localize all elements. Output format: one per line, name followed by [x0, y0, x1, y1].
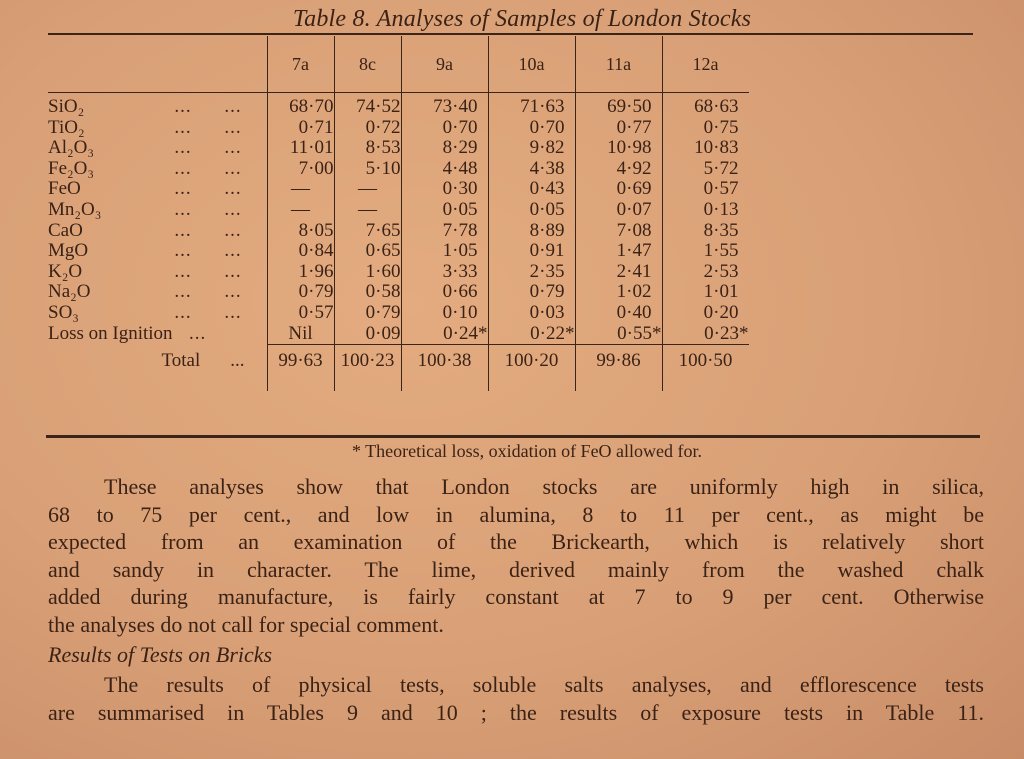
value-cell	[401, 303, 488, 324]
row-label: TiO₂	[48, 116, 85, 138]
cell-value: 0·13	[703, 198, 739, 220]
cell-value: 0·40	[616, 301, 652, 323]
cell-value: 7·78	[442, 219, 478, 241]
leader-dots: ...	[174, 240, 192, 262]
cell-value: 74·52	[356, 96, 401, 117]
value-cell	[488, 118, 575, 139]
table-row	[48, 118, 749, 139]
value-cell	[267, 262, 334, 283]
leader-dots: ...	[230, 350, 245, 372]
leader-dots: ...	[174, 96, 192, 117]
cell-value: 0·75	[703, 116, 739, 138]
leader-dots: ...	[224, 198, 242, 220]
table-row	[48, 324, 749, 345]
row-label-cell	[48, 262, 267, 283]
value-cell	[401, 262, 488, 283]
value-cell	[401, 97, 488, 118]
cell-value: 2·35	[529, 260, 565, 282]
paragraph-line: These analyses show that London stocks are uniformly high in silica,	[104, 474, 984, 499]
cell-value: 0·57	[703, 178, 739, 200]
cell-value: 1·96	[298, 260, 334, 282]
value-cell	[267, 118, 334, 139]
cell-value: 0·72	[365, 116, 401, 138]
cell-value: 0·65	[365, 240, 401, 262]
leader-dots: ...	[174, 137, 192, 159]
total-value: 99·86	[575, 351, 662, 391]
leader-dots: ...	[174, 301, 192, 323]
cell-value: 0·30	[442, 178, 478, 200]
cell-value: 1·60	[365, 260, 401, 282]
row-label-cell	[48, 241, 267, 262]
row-label: CaO	[48, 219, 83, 241]
table-title	[0, 6, 1024, 33]
value-cell	[401, 179, 488, 200]
cell-value: 7·08	[616, 219, 652, 241]
table-caption: Analyses of Samples of London Stocks	[376, 6, 752, 32]
cell-value: 0·07	[616, 198, 652, 220]
cell-value: 0·24*	[443, 322, 488, 344]
value-cell	[334, 159, 401, 180]
value-cell	[488, 303, 575, 324]
cell-value: 9·82	[529, 137, 565, 159]
cell-value: 0·70	[529, 116, 565, 138]
cell-value: 8·35	[703, 219, 739, 241]
cell-value: 0·09	[365, 322, 401, 344]
row-label: Al₂O₃	[48, 137, 94, 159]
value-cell	[575, 282, 662, 303]
cell-value: Nil	[288, 322, 313, 344]
cell-value: —	[291, 178, 310, 200]
leader-dots: ...	[224, 96, 242, 117]
row-label: Fe₂O₃	[48, 157, 94, 179]
leader-dots: ...	[224, 116, 242, 138]
cell-value: 2·41	[616, 260, 652, 282]
row-label: MgO	[48, 240, 89, 262]
value-cell	[401, 221, 488, 242]
leader-dots: ...	[174, 178, 192, 200]
table-row	[48, 138, 749, 159]
leader-dots: ...	[224, 281, 242, 303]
value-cell	[575, 303, 662, 324]
cell-value: 5·72	[703, 157, 739, 179]
cell-value: 10·83	[694, 137, 739, 159]
cell-value: 1·47	[616, 240, 652, 262]
value-cell	[662, 118, 749, 139]
paragraph-line: 68 to 75 per cent., and low in alumina, 8 to 11 per cent., as might be	[48, 501, 984, 527]
cell-value: 0·57	[298, 301, 334, 323]
leader-dots: ...	[224, 137, 242, 159]
value-cell	[267, 282, 334, 303]
value-cell	[401, 200, 488, 221]
cell-value: 0·77	[616, 116, 652, 138]
row-label-cell	[48, 97, 267, 118]
leader-dots: ...	[224, 157, 242, 179]
value-cell	[575, 262, 662, 283]
value-cell	[575, 138, 662, 159]
paragraph-results	[48, 671, 984, 726]
cell-value: 0·58	[365, 281, 401, 303]
value-cell	[662, 159, 749, 180]
row-label-cell	[48, 179, 267, 200]
row-label-cell	[48, 159, 267, 180]
cell-value: 8·05	[298, 219, 334, 241]
value-cell	[334, 324, 401, 345]
cell-value: 4·92	[616, 157, 652, 179]
section-heading: Results of Tests on Bricks	[48, 642, 273, 667]
value-cell	[267, 324, 334, 345]
cell-value: 0·20	[703, 301, 739, 323]
leader-dots: ...	[174, 281, 192, 303]
cell-value: 0·79	[365, 301, 401, 323]
cell-value: 1·05	[442, 240, 478, 262]
row-label-cell	[48, 221, 267, 242]
total-row	[48, 351, 749, 391]
cell-value: 0·43	[529, 178, 565, 200]
value-cell	[267, 138, 334, 159]
header-blank	[48, 36, 267, 93]
table-row	[48, 262, 749, 283]
cell-value: 68·63	[694, 96, 739, 117]
value-cell	[334, 282, 401, 303]
cell-value: —	[358, 178, 377, 200]
paragraph-analysis	[48, 473, 984, 638]
cell-value: 69·50	[607, 96, 652, 117]
table-row	[48, 97, 749, 118]
value-cell	[662, 241, 749, 262]
leader-dots: ...	[174, 198, 192, 220]
cell-value: 1·02	[616, 281, 652, 303]
table-row	[48, 303, 749, 324]
cell-value: 0·05	[529, 198, 565, 220]
value-cell	[334, 97, 401, 118]
value-cell	[575, 179, 662, 200]
cell-value: 1·01	[703, 281, 739, 303]
value-cell	[334, 221, 401, 242]
cell-value: 0·55*	[617, 322, 662, 344]
row-label-cell	[48, 118, 267, 139]
total-label: Total	[161, 350, 201, 372]
table-row	[48, 241, 749, 262]
cell-value: 0·91	[529, 240, 565, 262]
value-cell	[334, 179, 401, 200]
column-header: 8c	[334, 36, 401, 93]
cell-value: 1·55	[703, 240, 739, 262]
value-cell	[575, 200, 662, 221]
value-cell	[575, 324, 662, 345]
cell-value: 3·33	[442, 260, 478, 282]
value-cell	[488, 262, 575, 283]
total-value: 100·20	[488, 351, 575, 391]
table-row	[48, 179, 749, 200]
value-cell	[334, 118, 401, 139]
value-cell	[662, 221, 749, 242]
value-cell	[488, 200, 575, 221]
leader-dots: ...	[224, 219, 242, 241]
value-cell	[575, 241, 662, 262]
cell-value: 0·10	[442, 301, 478, 323]
cell-value: 0·03	[529, 301, 565, 323]
value-cell	[334, 241, 401, 262]
row-label: SiO₂	[48, 96, 85, 117]
value-cell	[267, 221, 334, 242]
paragraph-line: the analyses do not call for special comment.	[48, 611, 444, 637]
paragraph-line: and sandy in character. The lime, derived mainly from the washed chalk	[48, 556, 984, 582]
value-cell	[662, 97, 749, 118]
value-cell	[488, 138, 575, 159]
table-row	[48, 159, 749, 180]
value-cell	[334, 138, 401, 159]
leader-dots: ...	[174, 260, 192, 282]
value-cell	[401, 159, 488, 180]
value-cell	[575, 118, 662, 139]
row-label: SO₃	[48, 301, 79, 323]
cell-value: 0·05	[442, 198, 478, 220]
cell-value: 0·79	[529, 281, 565, 303]
value-cell	[662, 282, 749, 303]
cell-value: 4·48	[442, 157, 478, 179]
paragraph-line: expected from an examination of the Brickearth, which is relatively short	[48, 529, 984, 554]
cell-value: 0·66	[442, 281, 478, 303]
row-label: Na₂O	[48, 281, 91, 303]
cell-value: 11·01	[289, 137, 334, 159]
value-cell	[575, 159, 662, 180]
value-cell	[267, 303, 334, 324]
leader-dots: ...	[174, 116, 192, 138]
row-label: FeO	[48, 178, 81, 200]
total-value: 100·50	[662, 351, 749, 391]
value-cell	[488, 282, 575, 303]
cell-value: 73·40	[433, 96, 478, 117]
value-cell	[401, 138, 488, 159]
cell-value: 71·63	[520, 96, 565, 117]
leader-dots: ...	[224, 260, 242, 282]
cell-value: —	[358, 198, 377, 220]
cell-value: 0·79	[298, 281, 334, 303]
bottom-rule	[46, 435, 980, 438]
footnote: * Theoretical loss, oxidation of FeO allowed for.	[351, 441, 703, 461]
column-header: 11a	[575, 36, 662, 93]
value-cell	[488, 97, 575, 118]
value-cell	[401, 118, 488, 139]
cell-value: 8·89	[529, 219, 565, 241]
cell-value: 8·53	[365, 137, 401, 159]
value-cell	[401, 241, 488, 262]
total-value: 100·23	[334, 351, 401, 391]
leader-dots: ...	[224, 301, 242, 323]
value-cell	[334, 200, 401, 221]
row-label-cell	[48, 200, 267, 221]
row-label: Loss on Ignition	[48, 322, 173, 344]
row-label-cell	[48, 138, 267, 159]
analysis-table	[48, 36, 749, 391]
cell-value: 2·53	[703, 260, 739, 282]
cell-value: 0·23*	[704, 322, 749, 344]
value-cell	[662, 138, 749, 159]
value-cell	[575, 97, 662, 118]
value-cell	[488, 179, 575, 200]
value-cell	[267, 97, 334, 118]
column-header: 9a	[401, 36, 488, 93]
cell-value: 7·00	[298, 157, 334, 179]
table-row	[48, 200, 749, 221]
row-label-cell	[48, 303, 267, 324]
cell-value: 0·84	[298, 240, 334, 262]
value-cell	[267, 179, 334, 200]
row-label-cell	[48, 282, 267, 303]
column-header: 10a	[488, 36, 575, 93]
table-row	[48, 282, 749, 303]
value-cell	[334, 262, 401, 283]
value-cell	[401, 282, 488, 303]
value-cell	[488, 221, 575, 242]
value-cell	[662, 179, 749, 200]
top-rule	[48, 33, 973, 35]
leader-dots: ...	[188, 322, 207, 344]
cell-value: 0·69	[616, 178, 652, 200]
cell-value: 0·70	[442, 116, 478, 138]
value-cell	[267, 159, 334, 180]
cell-value: 8·29	[442, 137, 478, 159]
value-cell	[662, 324, 749, 345]
leader-dots: ...	[224, 240, 242, 262]
row-label-cell	[48, 324, 267, 345]
leader-dots: ...	[174, 219, 192, 241]
value-cell	[267, 200, 334, 221]
leader-dots: ...	[174, 157, 192, 179]
paragraph-line: added during manufacture, is fairly constant at 7 to 9 per cent. Otherwise	[48, 584, 984, 609]
cell-value: 0·22*	[530, 322, 575, 344]
table-row	[48, 221, 749, 242]
row-label: K₂O	[48, 260, 83, 282]
cell-value: —	[291, 198, 310, 220]
total-value: 99·63	[267, 351, 334, 391]
leader-dots: ...	[224, 178, 242, 200]
cell-value: 7·65	[365, 219, 401, 241]
column-header: 12a	[662, 36, 749, 93]
total-value: 100·38	[401, 351, 488, 391]
cell-value: 68·70	[289, 96, 334, 117]
cell-value: 5·10	[365, 157, 401, 179]
value-cell	[488, 159, 575, 180]
value-cell	[662, 262, 749, 283]
value-cell	[488, 324, 575, 345]
header-row	[48, 36, 749, 93]
value-cell	[662, 200, 749, 221]
total-label-cell	[48, 351, 267, 391]
value-cell	[488, 241, 575, 262]
value-cell	[267, 241, 334, 262]
paragraph-line: The results of physical tests, soluble salts analyses, and efflorescence tests	[104, 672, 984, 697]
cell-value: 4·38	[529, 157, 565, 179]
value-cell	[401, 324, 488, 345]
column-header: 7a	[267, 36, 334, 93]
paragraph-line: are summarised in Tables 9 and 10 ; the results of exposure tests in Table 11.	[48, 699, 984, 725]
value-cell	[662, 303, 749, 324]
value-cell	[334, 303, 401, 324]
table-number: Table 8.	[292, 6, 371, 32]
value-cell	[575, 221, 662, 242]
cell-value: 10·98	[607, 137, 652, 159]
cell-value: 0·71	[298, 116, 334, 138]
row-label: Mn₂O₃	[48, 198, 102, 220]
